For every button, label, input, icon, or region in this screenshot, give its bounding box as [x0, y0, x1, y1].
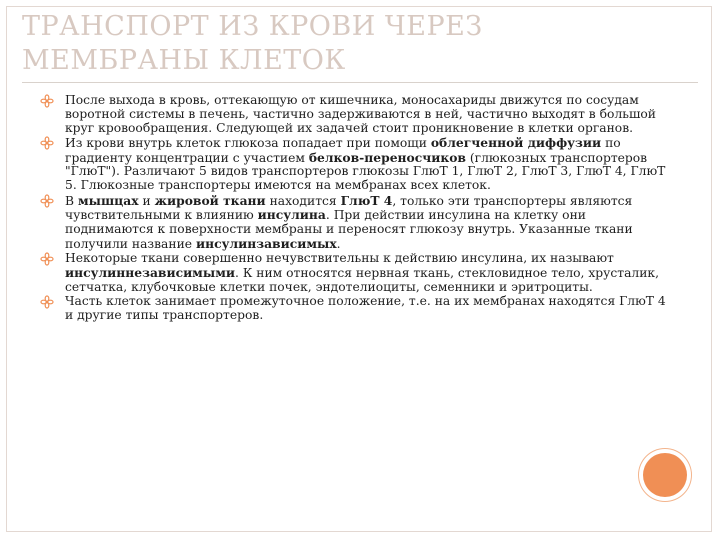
bullet-text: . При действии инсулина на клетку они поднимаются к поверхности мембраны и переносят глюкозу внутрь. Указанные ткани получили название — [65, 208, 633, 251]
bullet-item — [40, 295, 670, 323]
bullet-text: Часть клеток занимает промежуточное положение, т.е. на их мембранах находятся ГлюТ 4 и другие типы транспортеров. — [65, 294, 666, 322]
bullet-item — [40, 94, 670, 135]
bullet-bold-text: жировой ткани — [154, 192, 266, 208]
bullet-text: В — [65, 193, 78, 208]
slide-title — [22, 10, 682, 78]
bullet-text: Некоторые ткани совершенно нечувствительны к действию инсулина, их называют — [65, 251, 614, 266]
bullet-text: . — [336, 236, 341, 251]
bullet-text: . К ним относятся нервная ткань, стекловидное тело, хрусталик, сетчатка, клубочковые клетки почек, эндотелиоциты, семенники и эритроциты. — [65, 266, 660, 294]
flower-bullet-icon — [40, 194, 54, 208]
bullet-bold-text: инсулиннезависимыми — [65, 265, 235, 281]
bullet-bold-text: облегченной диффузии — [430, 134, 602, 150]
flower-bullet-icon — [40, 252, 54, 266]
bullet-text: , только эти транспортеры являются чувствительными к влиянию — [65, 193, 633, 223]
bullet-item — [40, 136, 670, 193]
bullet-bold-text: инсулина — [257, 207, 326, 223]
bullet-text: После выхода в кровь, оттекающую от кишечника, моносахариды движутся по сосудам воротной системы в печень, частично задерживаются в ней, частично выходят в большой круг кровообращения. Следующей их задачей стоит проникновение в клетки органов. — [65, 93, 656, 135]
slide-title-line-1: ТРАНСПОРТ ИЗ КРОВИ ЧЕРЕЗ — [22, 11, 483, 42]
decorative-orange-circle — [643, 453, 687, 497]
bullet-item — [40, 252, 670, 294]
bullet-text: по градиенту концентрации с участием — [65, 135, 621, 165]
bullet-bold-text: мышцах — [77, 192, 139, 208]
bullet-bold-text: инсулинзависимых — [195, 235, 337, 251]
title-divider — [22, 82, 698, 83]
bullet-text: (глюкозных транспортеров "ГлюТ"). Различают 5 видов транспортеров глюкозы ГлюТ 1, ГлюТ 2, ГлюТ 3, ГлюТ 4, ГлюТ 5. Глюкозные транспортеры имеются на мембранах всех клеток. — [65, 150, 666, 193]
bullet-bold-text: белков-переносчиков — [308, 149, 466, 165]
bullet-text: и — [138, 193, 155, 208]
bullet-list — [40, 94, 670, 323]
flower-bullet-icon — [40, 295, 54, 309]
bullet-item — [40, 194, 670, 252]
bullet-bold-text: ГлюТ 4 — [340, 192, 393, 208]
flower-bullet-icon — [40, 94, 54, 108]
flower-bullet-icon — [40, 136, 54, 150]
bullet-text: Из крови внутрь клеток глюкоза попадает при помощи — [65, 135, 431, 150]
slide-title-line-2: МЕМБРАНЫ КЛЕТОК — [22, 45, 346, 76]
bullet-text: находится — [265, 193, 341, 208]
